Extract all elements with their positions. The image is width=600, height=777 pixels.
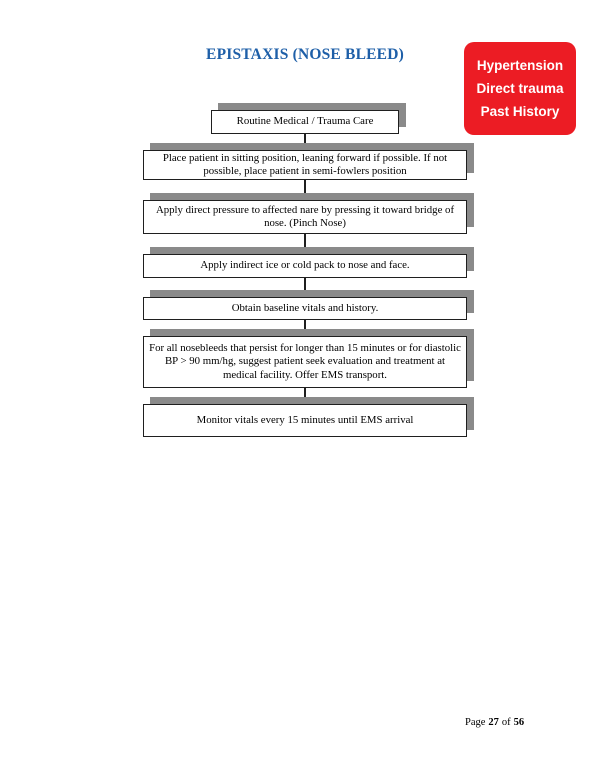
flow-connector <box>304 277 306 298</box>
flow-step-text: Apply direct pressure to affected nare by pressing it toward bridge of nose. (Pinch Nose) <box>155 203 455 229</box>
flow-connector <box>304 179 306 201</box>
flow-step-ice-pack <box>143 254 467 278</box>
flow-connector <box>304 233 306 255</box>
footer-current-page: 27 <box>488 717 499 728</box>
flow-connector <box>304 319 306 337</box>
footer-separator: of <box>501 717 511 728</box>
cause-item-past-history: Past History <box>480 104 560 119</box>
flow-step-text: Apply indirect ice or cold pack to nose and face. <box>200 259 410 272</box>
page-number <box>465 717 524 728</box>
flow-step-text: Routine Medical / Trauma Care <box>236 115 374 128</box>
flow-step-routine-care <box>211 110 399 134</box>
footer-total-pages: 56 <box>513 717 525 728</box>
flow-step-sitting-position <box>143 150 467 180</box>
flow-connector <box>304 133 306 151</box>
causes-callout <box>464 42 576 135</box>
cause-item-direct-trauma: Direct trauma <box>476 81 564 96</box>
flow-step-baseline-vitals <box>143 297 467 320</box>
page-title: EPISTAXIS (NOSE BLEED) <box>206 46 404 63</box>
footer-label: Page <box>465 717 486 728</box>
flow-step-text: Monitor vitals every 15 minutes until EMS arrival <box>196 413 414 426</box>
flow-step-text: Place patient in sitting position, leaning forward if possible. If not possible, place patient in semi-fowlers position <box>162 151 448 177</box>
flow-step-text: Obtain baseline vitals and history. <box>231 301 379 314</box>
flow-connector <box>304 387 306 405</box>
flow-step-monitor-vitals <box>143 404 467 437</box>
cause-item-hypertension: Hypertension <box>476 58 564 73</box>
flow-step-direct-pressure <box>143 200 467 234</box>
flow-step-text: For all nosebleeds that persist for longer than 15 minutes or for diastolic BP > 90 mm/hg, suggest patient seek evaluation and treatment at medical facility. Offer EMS transport. <box>149 341 461 381</box>
flow-step-ems-evaluation <box>143 336 467 388</box>
